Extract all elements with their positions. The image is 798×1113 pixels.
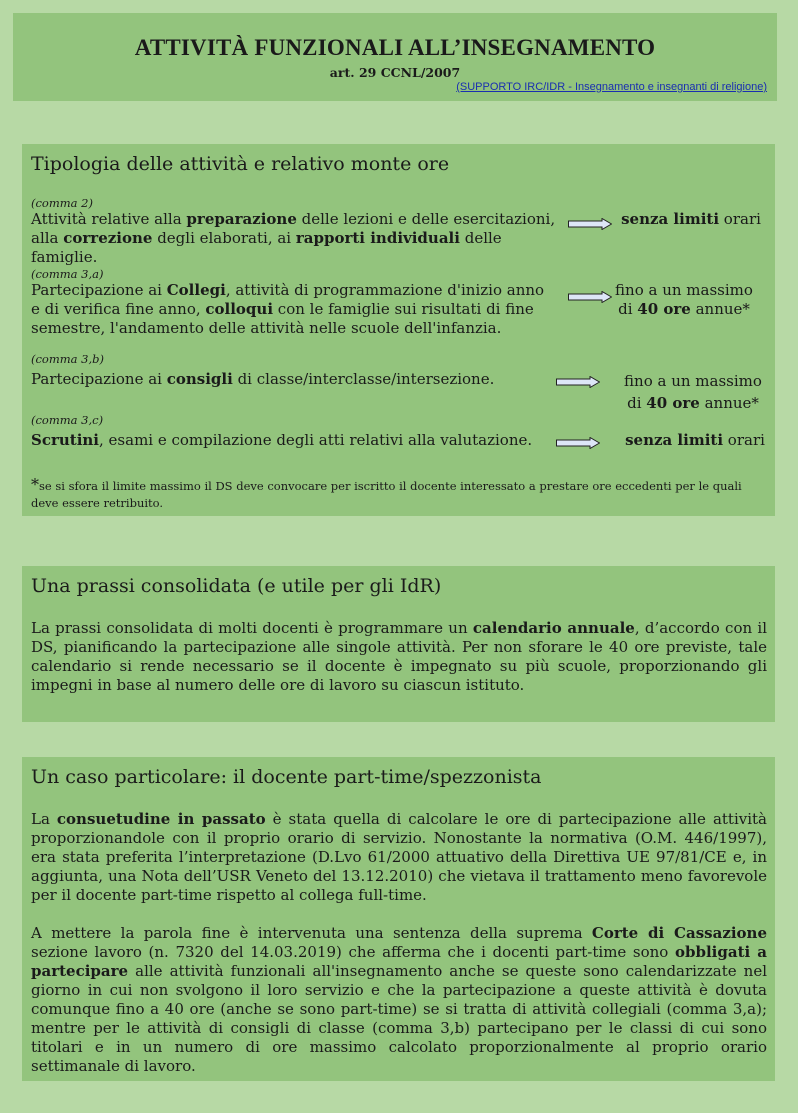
right-arrow-icon [568, 291, 612, 303]
right-arrow-icon [556, 437, 600, 449]
footnote: *se si sfora il limite massimo il DS deve convocare per iscritto il docente interessato a prestare ore eccedenti per le quali deve essere retribuito. [31, 475, 742, 510]
section-title: Tipologia delle attività e relativo monte ore [31, 153, 450, 175]
header-box [13, 13, 777, 101]
hours-limit: senza limiti orari [625, 431, 765, 449]
activity-description: Attività relative alla preparazione delle lezioni e delle esercitazioni, alla correzione degli elaborati, ai rapporti individuali delle famiglie. [31, 210, 556, 266]
hours-limit: fino a un massimo di 40 ore annue* [615, 281, 753, 318]
activity-description: Scrutini, esami e compilazione degli atti relativi alla valutazione. [31, 431, 533, 449]
section-paragraph: A mettere la parola fine è intervenuta una sentenza della suprema Corte di Cassazione sezione lavoro (n. 7320 del 14.03.2019) che afferma che i docenti part-time sono obbligati a partecipare alle attività funzionali all'insegnamento anche se queste sono calendarizzate nel giorno in cui non svolgono il loro servizio e che la partecipazione a queste attività è dovuta comunque fino a 40 ore (anche se sono part-time) se si tratta di attività collegiali (comma 3,a); mentre per le attività di consigli di classe (comma 3,b) partecipano per le classi di cui sono titolari e in un numero di ore massimo calcolato proporzionalmente al proprio orario settimanale di lavoro. [31, 924, 767, 1075]
section-title: Un caso particolare: il docente part-time/spezzonista [31, 766, 542, 788]
section-paragraph: La consuetudine in passato è stata quella di calcolare le ore di partecipazione alle attività proporzionandole con il proprio orario di servizio. Nonostante la normativa (O.M. 446/1997), era stata preferita l’interpretazione (D.Lvo 61/2000 attuativo della Direttiva UE 97/81/CE e, in aggiunta, una Nota dell’USR Veneto del 13.12.2010) che vietava il trattamento meno favorevole per il docente part-time rispetto al collega full-time. [31, 810, 767, 904]
page-title: ATTIVITÀ FUNZIONALI ALL’INSEGNAMENTO [134, 35, 656, 60]
section-paragraph: La prassi consolidata di molti docenti è programmare un calendario annuale, d’accordo con il DS, pianificando la partecipazione alle singole attività. Per non sforare le 40 ore previste, tale calendario si rende necessario se il docente è impegnato su più scuole, proporzionando gli impegni in base al numero delle ore di lavoro su ciascun istituto. [31, 619, 768, 694]
section-prassi [22, 566, 775, 722]
section-title: Una prassi consolidata (e utile per gli IdR) [31, 575, 442, 597]
page-subtitle: art. 29 CCNL/2007 [329, 65, 461, 80]
right-arrow-icon [568, 218, 612, 230]
support-link[interactable]: (SUPPORTO IRC/IDR - Insegnamento e insegnanti di religione) [456, 81, 767, 93]
hours-limit: fino a un massimo di 40 ore annue* [624, 372, 762, 412]
activity-description: Partecipazione ai consigli di classe/interclasse/intersezione. [31, 370, 495, 388]
section-part-time [22, 757, 775, 1081]
comma-label: (comma 3,c) [31, 413, 104, 427]
comma-label: (comma 3,a) [31, 267, 104, 281]
comma-label: (comma 3,b) [31, 352, 104, 366]
section-tipologia [22, 144, 775, 516]
right-arrow-icon [556, 376, 600, 388]
hours-limit: senza limiti orari [621, 210, 761, 228]
activity-description: Partecipazione ai Collegi, attività di programmazione d'inizio anno e di verifica fine anno, colloqui con le famiglie sui risultati di fine semestre, l'andamento delle attività nelle scuole dell'infanzia. [31, 281, 545, 337]
comma-label: (comma 2) [31, 196, 93, 210]
